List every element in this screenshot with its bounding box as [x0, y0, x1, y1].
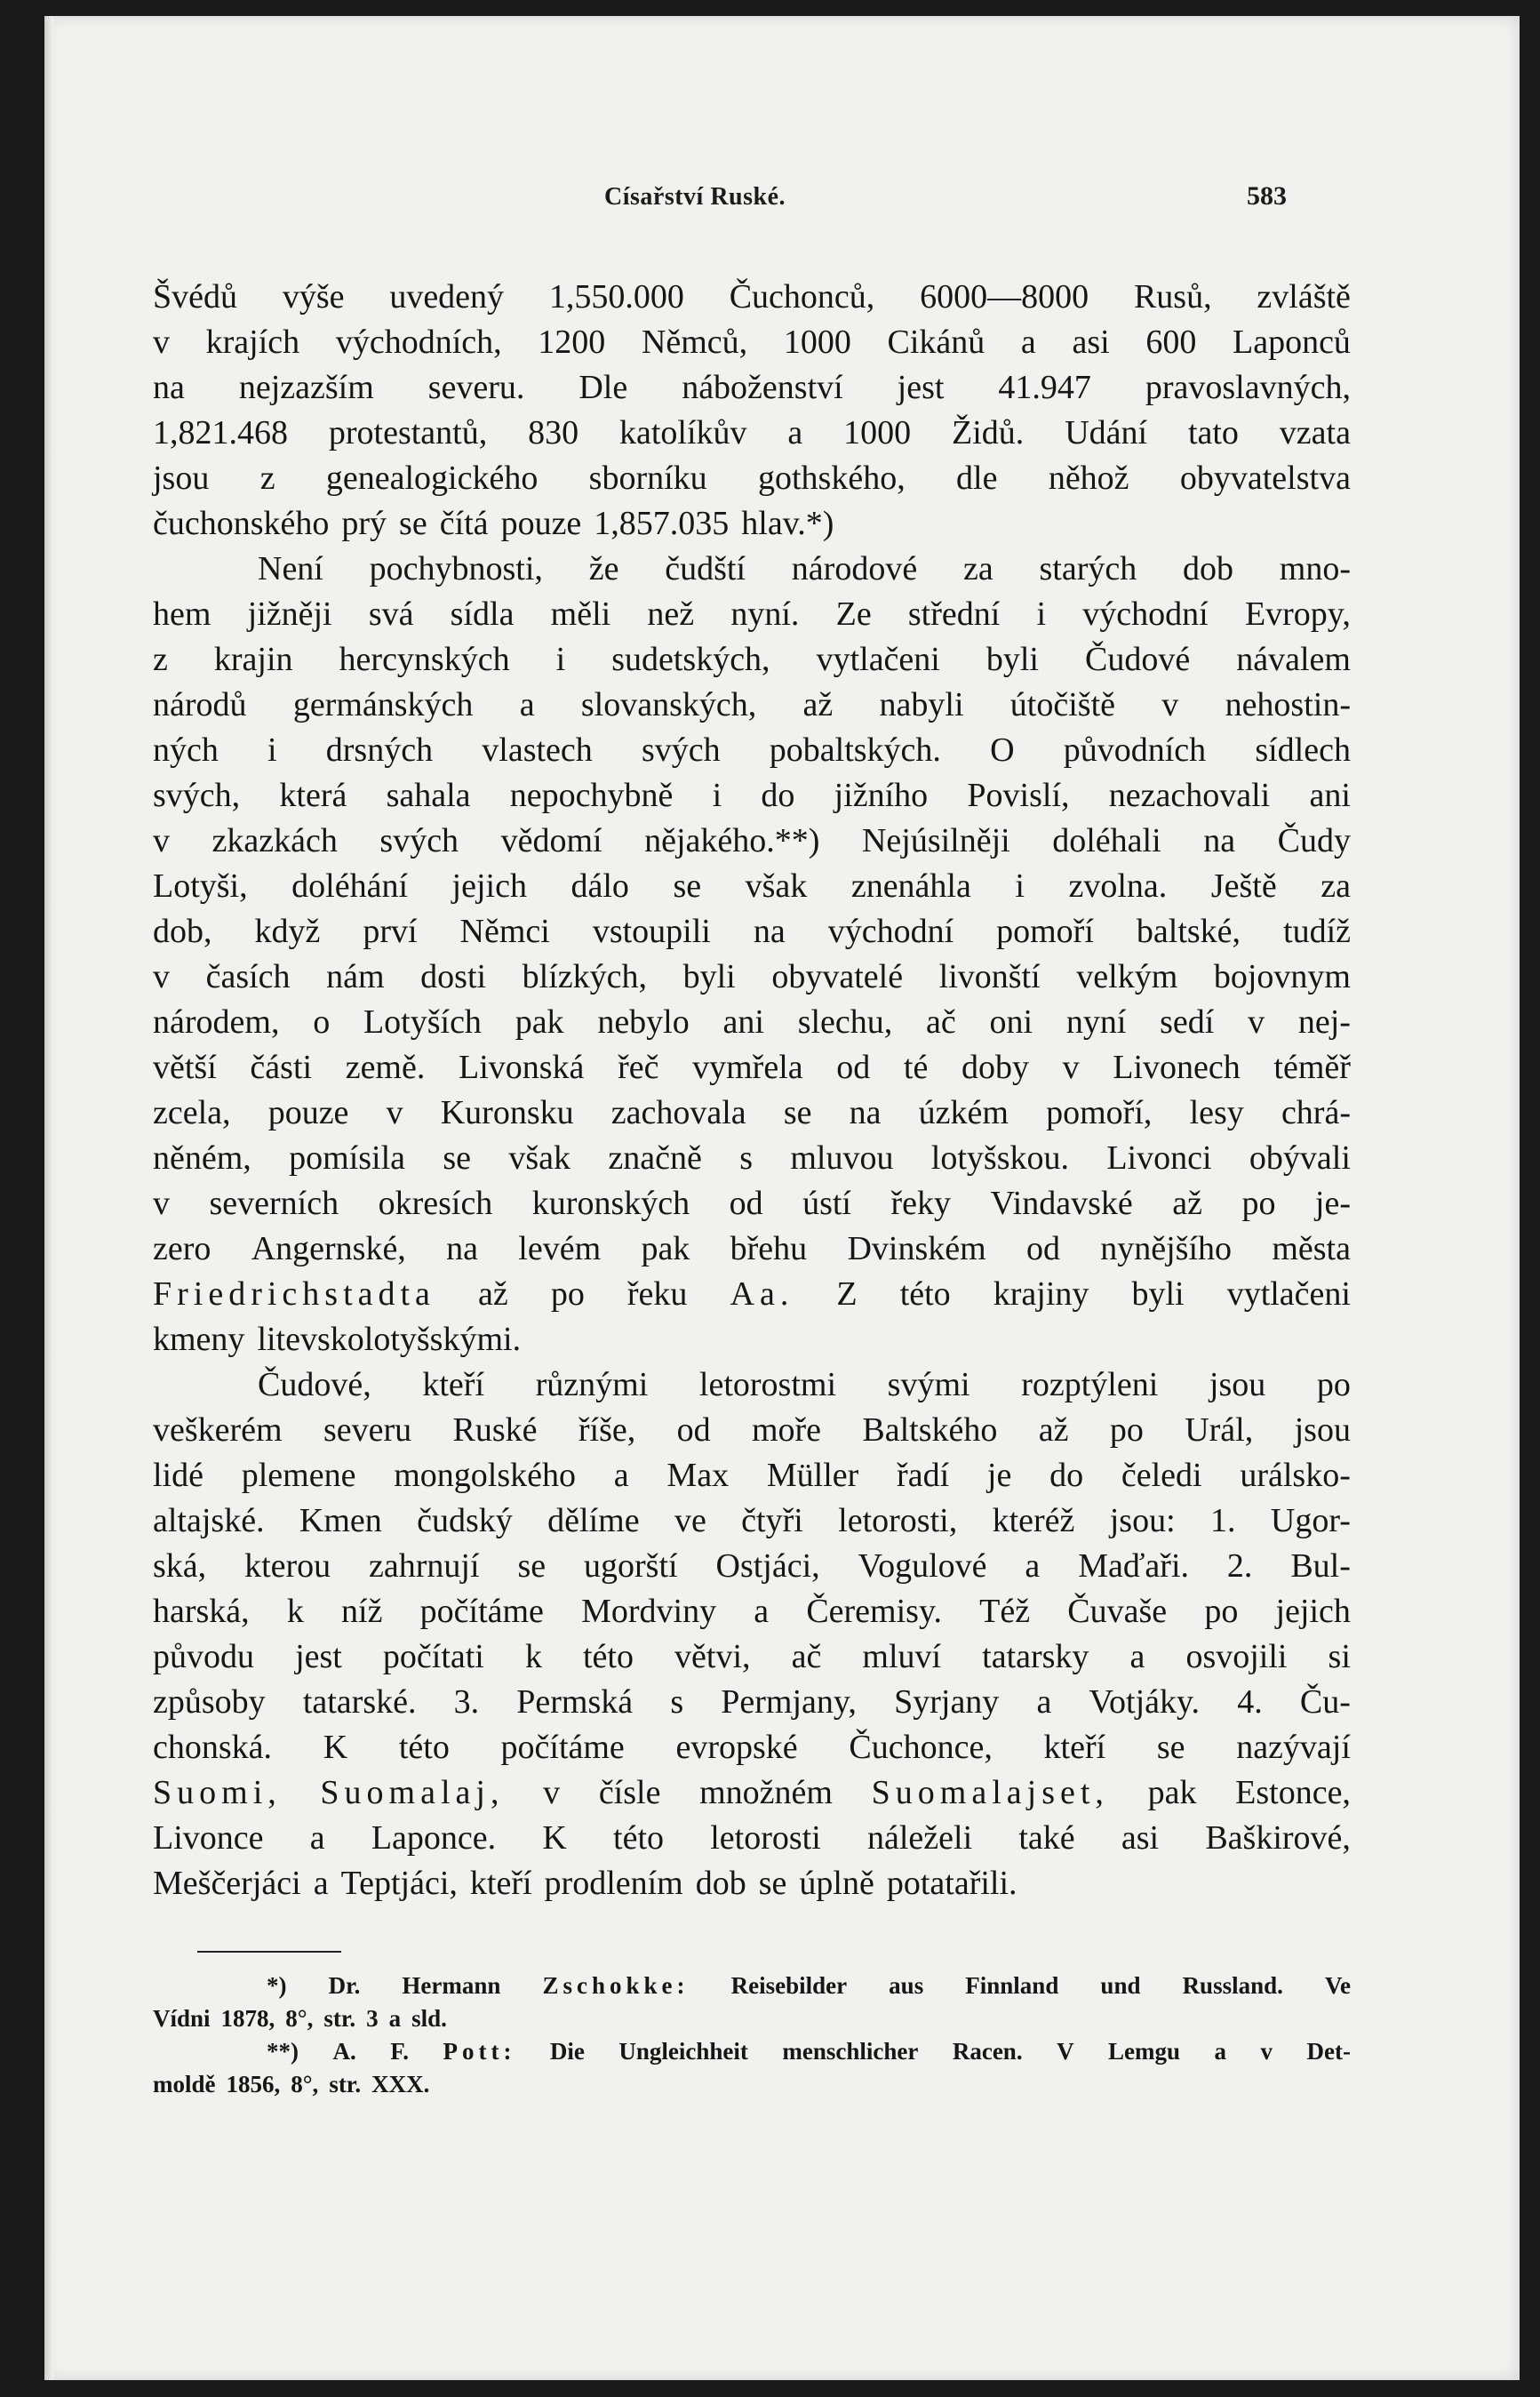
text-line: v krajích východních, 1200 Němců, 1000 Cikánů a asi 600 Laponců — [153, 324, 1351, 361]
text-line: větší části země. Livonská řeč vymřela od té doby v Livonech téměř — [153, 1049, 1351, 1086]
text-line: čuchonského prý se čítá pouze 1,857.035 hlav.*) — [153, 505, 834, 542]
text-line: zero Angernské, na levém pak břehu Dvinském od nynějšího města — [153, 1230, 1351, 1267]
text-line: národů germánských a slovanských, až nabyli útočiště v nehostin- — [153, 686, 1351, 723]
text-line: svých, která sahala nepochybně i do jižního Povislí, nezachovali ani — [153, 777, 1351, 814]
text-line: v zkazkách svých vědomí nějakého.**) Nejúsilněji doléhali na Čudy — [153, 822, 1351, 859]
page-spine-shadow — [44, 16, 53, 2380]
text-line: národem, o Lotyších pak nebylo ani slechu, ač oni nyní sedí v nej- — [153, 1003, 1351, 1041]
text-line: ská, kterou zahrnují se ugorští Ostjáci, Vogulové a Maďaři. 2. Bul- — [153, 1547, 1351, 1585]
text-line: hem jižněji svá sídla měli než nyní. Ze střední i východní Evropy, — [153, 595, 1351, 633]
text-line: altajské. Kmen čudský dělíme ve čtyři letorosti, kteréž jsou: 1. Ugor- — [153, 1502, 1351, 1539]
scanned-page — [44, 16, 1520, 2380]
body-text — [153, 275, 1351, 1906]
text-line: veškerém severu Ruské říše, od moře Baltského až po Urál, jsou — [153, 1411, 1351, 1449]
text-line: Livonce a Laponce. K této letorosti náleželi také asi Baškirové, — [153, 1819, 1351, 1857]
text-line: dob, když prví Němci vstoupili na východní pomoří baltské, tudíž — [153, 913, 1351, 950]
text-line: Friedrichstadta až po řeku Aa. Z této krajiny byli vytlačeni — [153, 1275, 1351, 1313]
text-line: Meščerjáci a Teptjáci, kteří prodlením dob se úplně potatařili. — [153, 1865, 1017, 1902]
text-line: jsou z genealogického sborníku gothského, dle něhož obyvatelstva — [153, 459, 1351, 497]
text-line: lidé plemene mongolského a Max Müller řadí je do čeledi urálsko- — [153, 1457, 1351, 1494]
text-line: 1,821.468 protestantů, 830 katolíkův a 1000 Židů. Udání tato vzata — [153, 414, 1351, 451]
text-line: Lotyši, doléhání jejich dálo se však znenáhla i zvolna. Ještě za — [153, 867, 1351, 905]
text-line: kmeny litevskolotyšskými. — [153, 1321, 522, 1358]
footnote-line: *) Dr. Hermann Zschokke: Reisebilder aus Finnland und Russland. Ve — [267, 1972, 1351, 1999]
footnote-divider — [197, 1951, 341, 1953]
text-line: zcela, pouze v Kuronsku zachovala se na úzkém pomoří, lesy chrá- — [153, 1094, 1351, 1131]
footnote-line: moldě 1856, 8°, str. XXX. — [153, 2071, 430, 2097]
text-line: chonská. K této počítáme evropské Čuchonce, kteří se nazývají — [153, 1729, 1351, 1766]
text-line: harská, k níž počítáme Mordviny a Čeremisy. Též Čuvaše po jejich — [153, 1593, 1351, 1630]
text-line: způsoby tatarské. 3. Permská s Permjany, Syrjany a Votjáky. 4. Ču- — [153, 1683, 1351, 1721]
text-line: ných i drsných vlastech svých pobaltských. O původních sídlech — [153, 731, 1351, 769]
running-title: Císařství Ruské. — [604, 183, 786, 211]
footnote-line: Vídni 1878, 8°, str. 3 a sld. — [153, 2005, 447, 2032]
footnotes — [153, 1970, 1351, 2101]
page-number: 583 — [1247, 181, 1287, 211]
text-line: Suomi, Suomalaj, v čísle množném Suomalajset, pak Estonce, — [153, 1774, 1351, 1811]
text-line: na nejzazším severu. Dle náboženství jest 41.947 pravoslavných, — [153, 369, 1351, 406]
text-line: Čudové, kteří různými letorostmi svými rozptýleni jsou po — [258, 1366, 1351, 1403]
text-line: Švédů výše uvedený 1,550.000 Čuchonců, 6000—8000 Rusů, zvláště — [153, 278, 1351, 316]
text-line: původu jest počítati k této větvi, ač mluví tatarsky a osvojili si — [153, 1638, 1351, 1675]
text-line: v severních okresích kuronských od ústí řeky Vindavské až po je- — [153, 1185, 1351, 1222]
text-line: z krajin hercynských i sudetských, vytlačeni byli Čudové návalem — [153, 641, 1351, 678]
text-line: v časích nám dosti blízkých, byli obyvatelé livonští velkým bojovnym — [153, 958, 1351, 995]
running-header — [44, 176, 1520, 220]
footnote-line: **) A. F. Pott: Die Ungleichheit menschlicher Racen. V Lemgu a v Det- — [267, 2038, 1351, 2065]
text-line: Není pochybnosti, že čudští národové za starých dob mno- — [258, 550, 1351, 587]
text-line: něném, pomísila se však značně s mluvou lotyšskou. Livonci obývali — [153, 1139, 1351, 1177]
